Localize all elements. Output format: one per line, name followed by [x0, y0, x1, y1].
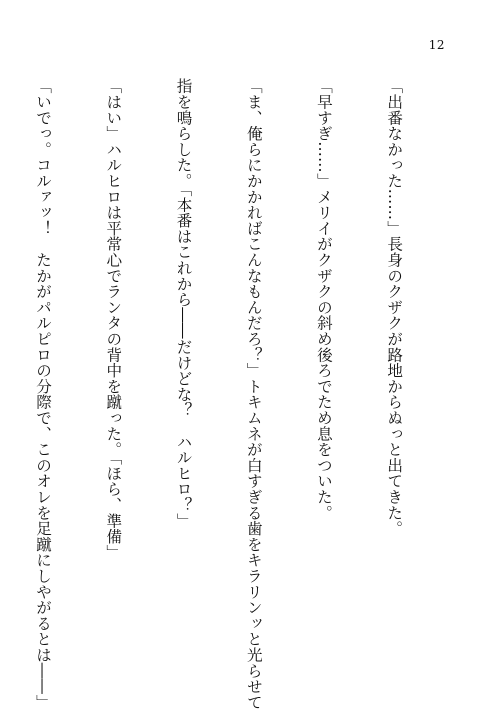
text-line: 「早すぎ……」メリイがクザクの斜め後ろでため息をついた。 — [314, 78, 333, 521]
page-number: 12 — [428, 38, 445, 52]
text-line: 「いでっ。コルァッ！ たかがパルピロの分際で、このオレを足蹴にしやがるとは――」 — [34, 78, 53, 710]
text-line: 「ま、俺らにかかればこんなもんだろ？」トキムネが白すぎる歯をキラリンッと光らせて — [244, 78, 263, 710]
text-line: 「はい」ハルヒロは平常心でランタの背中を蹴った。「ほら、準備」 — [104, 78, 123, 560]
body-text — [0, 78, 452, 710]
text-line: 指を鳴らした。「本番はこれから――だけどな？ ハルヒロ？」 — [174, 78, 193, 529]
text-line: 「出番なかった……」長身のクザクが路地からぬっと出てきた。 — [385, 78, 404, 537]
